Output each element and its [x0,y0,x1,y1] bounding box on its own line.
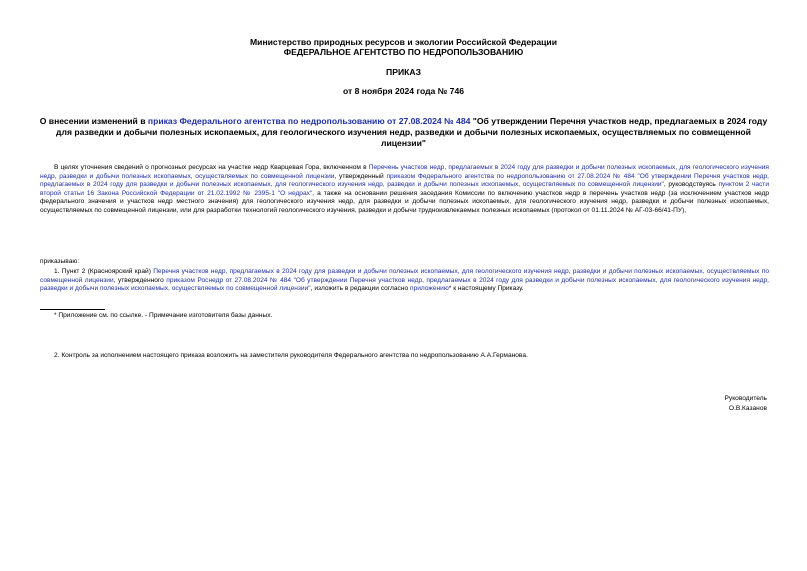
footnote-text: * Приложение см. по ссылке. - Примечание изготовителя базы данных. [54,312,273,319]
preamble-list-link[interactable]: Перечень участков недр, предлагаемых в 2024 году для разведки и добычи полезных ископаемых, для геологического изучения недр, разведки и добычи полезных ископаемых, осуществляемых по совмещенной лицензии [40,164,769,180]
item-1-list-link[interactable]: Перечня участков недр, предлагаемых в 2024 году для разведки и добычи полезных ископаемых, для геологического изучения недр, разведки и добычи полезных ископаемых, осуществляемых по совмещенной лицензии [40,268,769,284]
item-1-order-link[interactable]: приказом Роснедр от 27.08.2024 № 484 "Об утверждении Перечня участков недр, предлагаемых в 2024 году для разведки и добычи полезных ископаемых, для геологического изучения недр, разведки и добычи полезных ископаемых, осуществляемых по совмещенной лицензии" [40,276,769,293]
document-type: ПРИКАЗ [386,67,421,77]
agency-name: ФЕДЕРАЛЬНОЕ АГЕНТСТВО ПО НЕДРОПОЛЬЗОВАНИЮ [283,47,524,57]
signature-name: О.В.Казанов [728,405,767,412]
item-2-paragraph: 2. Контроль за исполнением настоящего приказа возложить на заместителя руководителя Федерального агентства по недропользованию А.А.Германова. [54,352,528,359]
title-order-link[interactable]: приказ Федерального агентства по недропользованию от 27.08.2024 № 484 [147,116,471,126]
signature-position: Руководитель [724,395,767,402]
preamble-text-3: , руководствуясь [663,181,719,189]
preamble-text-1: В целях уточнения сведений о прогнозных ресурсах на участке недр Кварцевая Гора, включенном в [54,164,369,171]
item-1-text-3: , изложить в редакции согласно [310,285,410,293]
title-text-end: "Об утверждении Перечня участков недр, предлагаемых в 2024 году для разведки и добычи полезных ископаемых, для геологического изучения недр, разведки и добычи полезных ископаемых, осуществляемых по совмещенной лицензии" [56,116,768,148]
item-1-text-4: * к настоящему Приказу. [448,285,524,293]
title-text-start: О внесении изменений в [39,116,148,126]
item-1-text-1: 1. Пункт 2 (Красноярский край) [54,268,154,275]
ministry-name: Министерство природных ресурсов и экологии Российской Федерации [250,37,557,47]
preamble-text-2: , утвержденный [334,172,387,180]
orders-label: приказываю: [40,258,80,265]
preamble-text-4: , а также на основании решения заседания Комиссии по включению участков недр в перечень участков недр (за исключением участков недр федерального значения и участков недр местного значения) для геологического изучения недр, для разведки и добычи полезных ископаемых, для геологического изучения недр, разведки и добычи полезных ископаемых, осуществляемых по совмещенной лицензии, или для разработки технологий геологического изучения, разведки и добычи трудноизвлекаемых полезных ископаемых (протокол от 01.11.2024 № АГ-03-66/41-ПУ), [40,189,769,214]
item-1-text-2: , утвержденного [113,276,167,284]
preamble-order-link[interactable]: приказом Федерального агентства по недропользованию от 27.08.2024 № 484 "Об утверждении Перечня участков недр, предлагаемых в 2024 году для разведки и добычи полезных ископаемых, для геологического изучения недр, разведки и добычи полезных ископаемых, осуществляемых по совмещенной лицензии" [40,172,769,189]
preamble-paragraph [40,164,769,215]
document-title [36,116,771,149]
document-date-number: от 8 ноября 2024 года № 746 [342,86,465,96]
preamble-law-link[interactable]: пунктом 2 части второй статьи 16 Закона Российской Федерации от 21.02.1992 № 2395-1 "О недрах" [40,181,769,197]
item-1-paragraph [40,268,769,294]
item-1-appendix-link[interactable]: приложению [410,285,449,293]
footnote-divider [40,309,105,310]
